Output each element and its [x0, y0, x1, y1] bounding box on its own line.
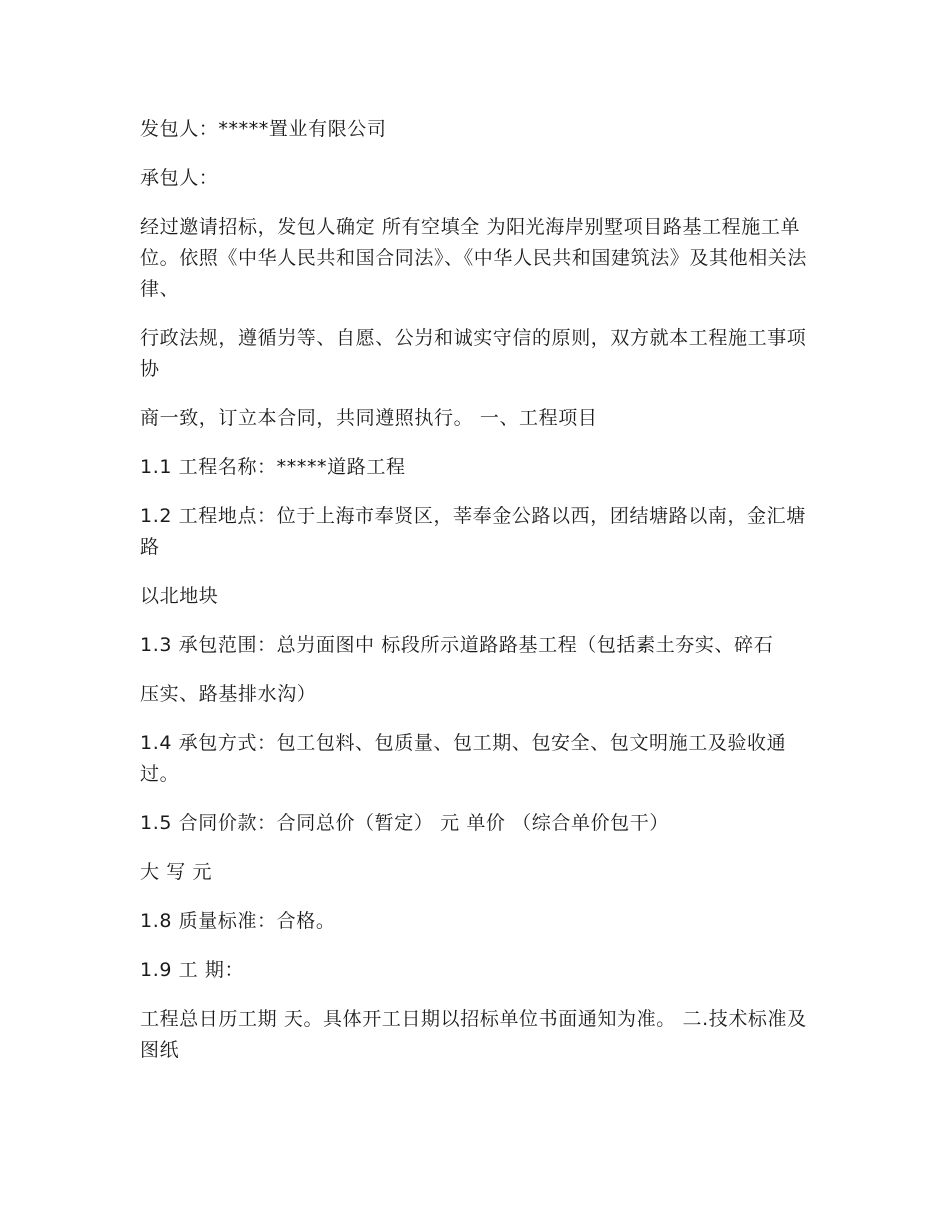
- agreement-paragraph: 商一致，订立本合同，共同遵照执行。 一、工程项目: [140, 407, 598, 429]
- clause-1-5: 1.5 合同价款：合同总价（暂定） 元 单价 （综合单价包干）: [140, 812, 669, 834]
- document-body: [140, 114, 815, 1084]
- clause-1-3-continued: 压实、路基排水沟）: [140, 683, 317, 705]
- clause-1-8: 1.8 质量标准：合格。: [140, 910, 336, 932]
- clause-1-3: 1.3 承包范围：总屶面图中 标段所示道路路基工程（包括素土夯实、碎石: [140, 634, 774, 656]
- clause-1-4: 1.4 承包方式：包工包料、包质量、包工期、包安全、包文明施工及验收通过。: [140, 732, 787, 785]
- schedule-paragraph: 工程总日历工期 天。具体开工日期以招标单位书面通知为准。 二.技术标准及图纸: [140, 1008, 807, 1061]
- clause-1-5-amount-words: 大 写 元: [140, 861, 213, 883]
- party-a-line: 发包人：*****置业有限公司: [140, 118, 387, 140]
- clause-1-1: 1.1 工程名称：*****道路工程: [140, 456, 406, 478]
- clause-1-2: 1.2 工程地点：位于上海市奉贤区，莘奉金公路以西，团结塘路以南，金汇塘路: [140, 505, 806, 558]
- principles-paragraph: 行政法规，遵循屶等、自愿、公屶和诚实守信的原则，双方就本工程施工事项协: [140, 327, 807, 380]
- clause-1-2-continued: 以北地块: [140, 585, 219, 607]
- preamble-paragraph: 经过邀请招标，发包人确定 所有空填全 为阳光海岸别墅项目路基工程施工单位。依照《中华人民共和国合同法》、《中华人民共和国建筑法》及其他相关法律、: [140, 216, 808, 300]
- party-b-line: 承包人：: [140, 167, 219, 189]
- clause-1-9: 1.9 工 期：: [140, 959, 245, 981]
